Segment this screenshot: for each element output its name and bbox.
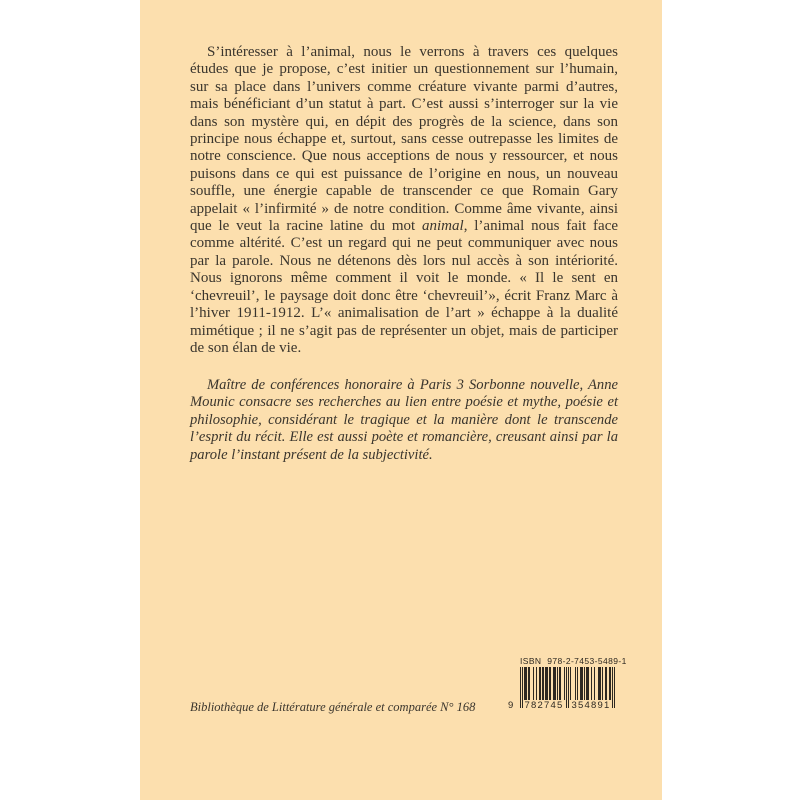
synopsis-text-part2: , l’animal nous fait face comme altérité. C’est un regard qui ne peut communiquer avec nous par la parole. Nous ne détenons dès lors nul accès à son intériorité. Nous ignorons même comment il voit le monde. « Il le sent en ‘chevreuil’, le paysage doit donc être ‘chevreuil’», écrit Franz Marc à l’hiver 1911-1912. L’« animalisation de l’art » échappe à la dualité mimétique ; il ne s’agit pas de représenter un objet, mais de participer de son élan de vie. (190, 218, 619, 356)
barcode-digit-group-left: 782745 (524, 700, 564, 711)
synopsis-paragraph (190, 44, 618, 357)
synopsis-italic-word: animal (422, 218, 464, 235)
barcode-digit-group-right: 354891 (571, 700, 611, 711)
collection-series-line: Bibliothèque de Littérature générale et comparée N° 168 (190, 700, 476, 714)
isbn-label: ISBN 978-2-7453-5489-1 (520, 656, 627, 666)
barcode-first-digit: 9 (508, 700, 514, 711)
author-bio-paragraph: Maître de conférences honoraire à Paris 3 Sorbonne nouvelle, Anne Mounic consacre ses recherches au lien entre poésie et mythe, poésie et philosophie, considérant le tragique et la manière dont le transcende l’esprit du récit. Elle est aussi poète et romancière, creusant ainsi par la parole l’instant présent de la subjectivité. (190, 377, 618, 463)
isbn-barcode-block (506, 656, 630, 711)
barcode-digits (508, 700, 615, 712)
synopsis-text-part1: S’intéresser à l’animal, nous le verrons à travers ces quelques études que je propose, c’est initier un questionnement sur l’humain, sur sa place dans l’univers comme créature vivante parmi d’autres, mais bénéficiant d’un statut à part. C’est aussi s’interroger sur la vie dans son mystère qui, en dépit des progrès de la science, dans son principe nous échappe et, surtout, sans cesse outrepasse les limites de notre conscience. Que nous acceptions de nous y ressourcer, et nous puisons dans ce qui est puissance de l’origine en nous, un nouveau souffle, une énergie capable de transcender ce que Romain Gary appelait « l’infirmité » de notre condition. Comme âme vivante, ainsi que le veut la racine latine du mot (190, 44, 618, 235)
book-back-cover (140, 0, 662, 800)
